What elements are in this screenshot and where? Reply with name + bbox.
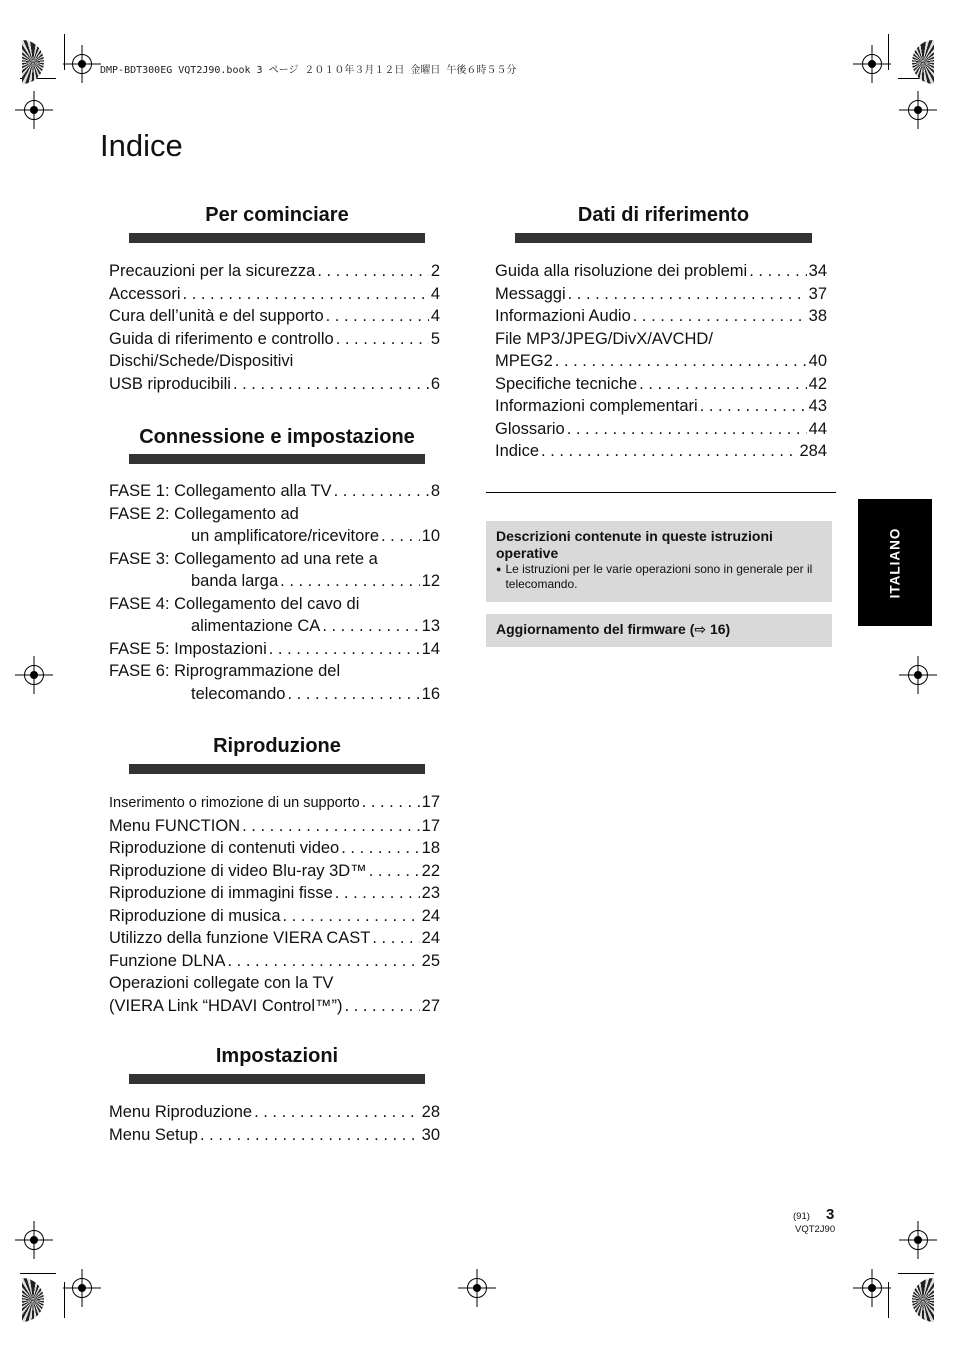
model-code: VQT2J90 bbox=[795, 1224, 836, 1235]
registration-mark-icon bbox=[908, 1230, 928, 1250]
toc-entry[interactable]: File MP3/JPEG/DivX/AVCHD/ bbox=[495, 329, 713, 348]
toc-entry[interactable]: Specifiche tecniche . . . 42 bbox=[495, 373, 827, 396]
toc-entry[interactable]: FASE 2: Collegamento ad bbox=[109, 504, 299, 523]
page-number: 3 bbox=[826, 1206, 835, 1223]
toc-entry[interactable]: alimentazione CA . . . 13 bbox=[109, 615, 440, 638]
toc-entry[interactable]: Glossario . . . 44 bbox=[495, 418, 827, 441]
toc-entry[interactable]: Menu Riproduzione . . . 28 bbox=[109, 1101, 440, 1124]
language-tab-label: ITALIANO bbox=[887, 527, 903, 598]
toc-entry[interactable]: Menu Setup . . . 30 bbox=[109, 1124, 440, 1147]
bullet-icon: ● bbox=[496, 564, 502, 574]
toc-entry[interactable]: un amplificatore/ricevitore . . . 10 bbox=[109, 525, 440, 548]
registration-mark-icon bbox=[24, 1230, 44, 1250]
toc-entry[interactable]: Riproduzione di video Blu-ray 3D™ . . . 22 bbox=[109, 860, 440, 883]
toc-entry[interactable]: Riproduzione di immagini fisse . . . 23 bbox=[109, 882, 440, 905]
language-tab bbox=[858, 499, 932, 626]
registration-mark-icon bbox=[24, 100, 44, 120]
toc-entry[interactable]: (VIERA Link “HDAVI Control™”) . . . 27 bbox=[109, 995, 440, 1018]
registration-mark-icon bbox=[862, 1278, 882, 1298]
section-title-riproduzione: Riproduzione bbox=[213, 735, 341, 757]
toc-entry[interactable]: Utilizzo della funzione VIERA CAST . . . 24 bbox=[109, 927, 440, 950]
color-swirl-icon bbox=[912, 1278, 934, 1322]
toc-entry[interactable]: Guida di riferimento e controllo . . . 5 bbox=[109, 328, 440, 351]
info-box-note: ● Le istruzioni per le varie operazioni sono in generale per il telecomando. bbox=[496, 562, 813, 591]
toc-entry[interactable]: Informazioni complementari . . . 43 bbox=[495, 395, 827, 418]
toc-entry[interactable]: Guida alla risoluzione dei problemi . . . 34 bbox=[495, 260, 827, 283]
section-divider bbox=[129, 233, 425, 243]
toc-entry[interactable]: Funzione DLNA . . . 25 bbox=[109, 950, 440, 973]
toc-entry[interactable]: FASE 5: Impostazioni . . . 14 bbox=[109, 638, 440, 661]
section-title-dati-di-riferimento: Dati di riferimento bbox=[577, 204, 750, 226]
registration-mark-icon bbox=[467, 1278, 487, 1298]
toc-entry[interactable]: Menu FUNCTION . . . 17 bbox=[109, 815, 440, 838]
toc-entry[interactable]: USB riproducibili . . . 6 bbox=[109, 373, 440, 396]
toc-impostazioni bbox=[109, 1101, 440, 1146]
section-divider bbox=[129, 1074, 425, 1084]
toc-entry[interactable]: FASE 6: Riprogrammazione del bbox=[109, 662, 341, 680]
print-header: DMP-BDT300EG VQT2J90.book 3 ページ ２０１０年３月１２日 金曜日 午後６時５５分 bbox=[100, 65, 517, 76]
crop-mark bbox=[20, 1273, 56, 1274]
info-box-descrizioni bbox=[486, 521, 832, 602]
crop-mark bbox=[898, 1273, 934, 1274]
toc-entry[interactable]: MPEG2 . . . 40 bbox=[495, 350, 827, 373]
toc-entry[interactable]: telecomando . . . 16 bbox=[109, 683, 440, 706]
crop-mark bbox=[64, 34, 65, 70]
section-divider bbox=[129, 764, 425, 774]
toc-entry[interactable]: Riproduzione di contenuti video . . . 18 bbox=[109, 837, 440, 860]
toc-entry[interactable]: Messaggi . . . 37 bbox=[495, 283, 827, 306]
toc-entry[interactable]: FASE 1: Collegamento alla TV . . . 8 bbox=[109, 480, 440, 503]
color-swirl-icon bbox=[22, 1278, 44, 1322]
registration-mark-icon bbox=[862, 54, 882, 74]
registration-mark-icon bbox=[72, 1278, 92, 1298]
registration-mark-icon bbox=[24, 665, 44, 685]
firmware-update-box[interactable] bbox=[486, 614, 832, 647]
toc-entry[interactable]: Cura dell’unità e del supporto . . . 4 bbox=[109, 305, 440, 328]
toc-entry[interactable]: banda larga . . . 12 bbox=[109, 570, 440, 593]
horizontal-rule bbox=[486, 492, 836, 493]
toc-entry[interactable]: Precauzioni per la sicurezza . . . 2 bbox=[109, 260, 440, 283]
registration-mark-icon bbox=[908, 100, 928, 120]
info-box-title: Descrizioni contenute in queste istruzioni operative bbox=[496, 528, 773, 561]
firmware-update-link[interactable]: Aggiornamento del firmware (⇨ 16) bbox=[496, 621, 731, 637]
toc-entry[interactable]: FASE 4: Collegamento del cavo di bbox=[109, 594, 360, 613]
toc-entry[interactable]: Dischi/Schede/Dispositivi bbox=[109, 352, 294, 370]
toc-entry[interactable]: Inserimento o rimozione di un supporto . . . 17 bbox=[109, 791, 440, 815]
toc-entry[interactable]: Accessori . . . 4 bbox=[109, 283, 440, 306]
toc-connessione bbox=[109, 480, 440, 705]
section-title-connessione: Connessione e impostazione bbox=[139, 426, 415, 448]
registration-mark-icon bbox=[72, 54, 92, 74]
section-divider bbox=[129, 454, 425, 464]
toc-entry[interactable]: Riproduzione di musica . . . 24 bbox=[109, 905, 440, 928]
toc-riproduzione bbox=[109, 791, 440, 1017]
toc-entry[interactable]: Operazioni collegate con la TV bbox=[109, 974, 334, 992]
page-title: Indice bbox=[100, 128, 183, 163]
toc-per-cominciare bbox=[109, 260, 440, 395]
footer-code: (91) bbox=[793, 1211, 810, 1222]
section-divider bbox=[515, 233, 812, 243]
toc-dati-di-riferimento bbox=[495, 260, 827, 463]
toc-entry[interactable]: Indice . . . 284 bbox=[495, 440, 827, 463]
toc-entry[interactable]: FASE 3: Collegamento ad una rete a bbox=[109, 549, 378, 568]
section-title-per-cominciare: Per cominciare bbox=[205, 204, 349, 226]
crop-mark bbox=[888, 34, 889, 70]
registration-mark-icon bbox=[908, 665, 928, 685]
toc-entry[interactable]: Informazioni Audio . . . 38 bbox=[495, 305, 827, 328]
section-title-impostazioni: Impostazioni bbox=[215, 1045, 339, 1067]
